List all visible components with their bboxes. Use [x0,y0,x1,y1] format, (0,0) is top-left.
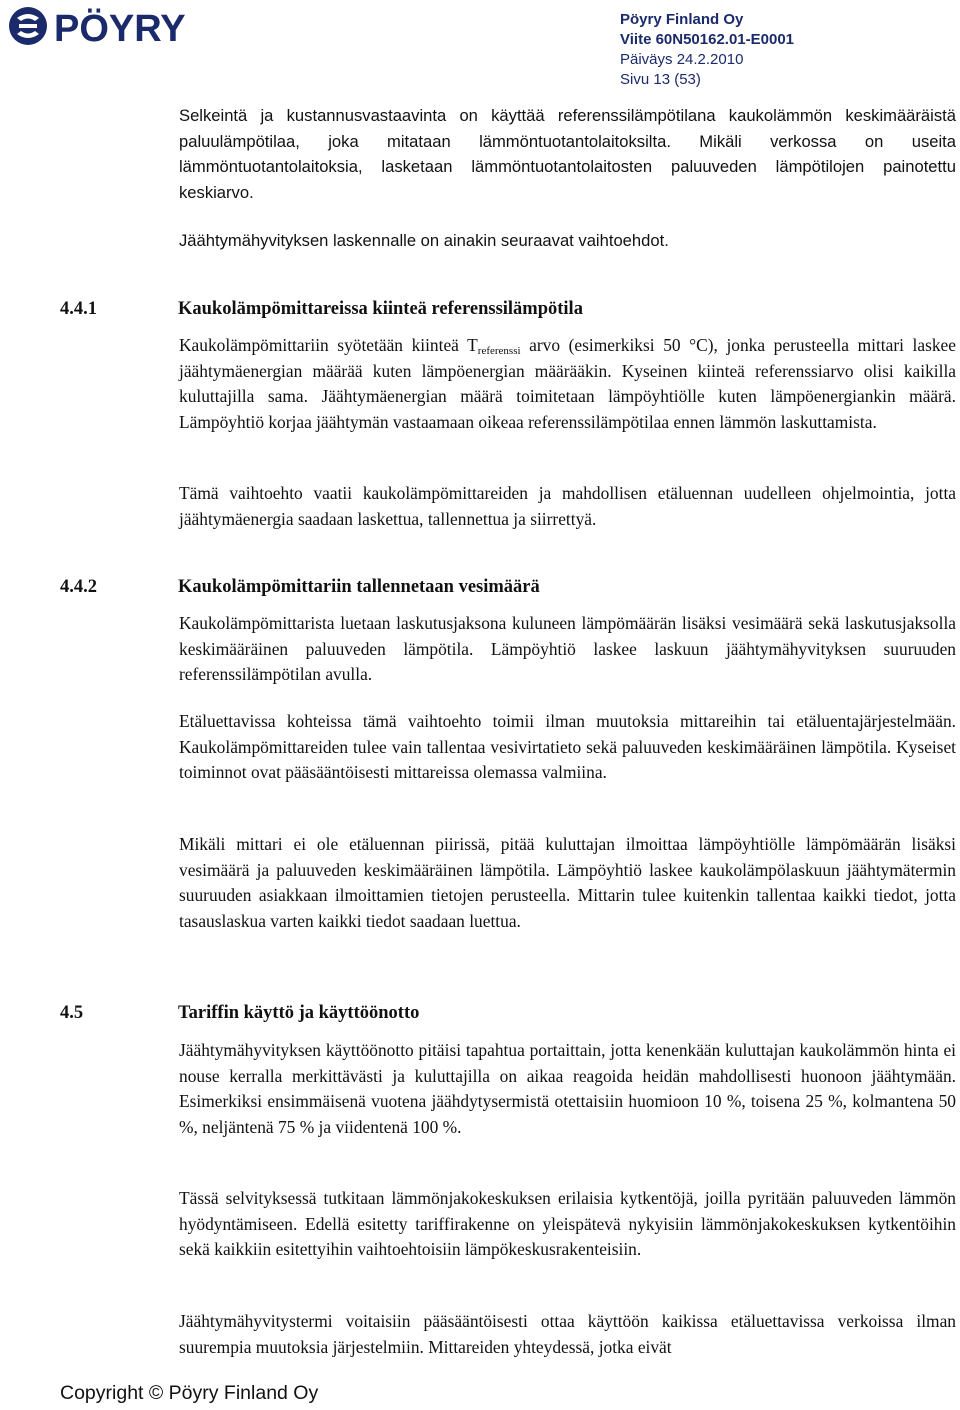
section-title: Tariffin käyttö ja käyttöönotto [178,1003,420,1023]
intro-options-line: Jäähtymähyvityksen laskennalle on ainakin seuraavat vaihtoehdot. [179,231,669,250]
intro-paragraph: Selkeintä ja kustannusvastaavinta on käyttää referenssilämpötilana kaukolämmön keskimääräistä paluulämpötilaa, joka mitataan lämmöntuotantolaitoksilta. Mikäli verkossa on useita lämmöntuotantolaitoksia, lasketaan lämmöntuotantolaitosten paluuveden lämpötilojen painotettu keskiarvo. [179,106,956,202]
company-logo [4,4,244,48]
page-number: Sivu 13 (53) [620,71,701,88]
section-4-4-2-paragraph-1: Kaukolämpömittarista luetaan laskutusjaksona kuluneen lämpömäärän lisäksi vesimäärä sekä laskutusjaksolla keskimääräinen paluuveden lämpötila. Lämpöyhtiö laskee laskuun jäähtymähyvityksen suuruuden referenssilämpötilan avulla. [179,613,956,684]
section-4-5-paragraph-1: Jäähtymähyvityksen käyttöönotto pitäisi tapahtua portaittain, jotta kenenkään kuluttajan kaukolämmön hinta ei nouse kerralla merkittävästi ja kuluttajilla on aikaa reagoida heidän mahdollisesti huonoon jäähtymään. Esimerkiksi ensimmäisenä vuotena jäähdytysermistä otettaisiin huomioon 10 %, toisena 25 %, kolmantena 50 %, neljäntenä 75 % ja viidentenä 100 %. [179,1040,956,1137]
section-4-5-paragraph-3: Jäähtymähyvitystermi voitaisiin pääsääntöisesti ottaa käyttöön kaikissa etäluettavissa verkoissa ilman suurempia muutoksia järjestelmiin. Mittareiden yhteydessä, jotka eivät [179,1311,956,1357]
section-number: 4.4.1 [60,299,97,319]
svg-text:PÖYRY: PÖYRY [54,8,186,48]
section-title: Kaukolämpömittareissa kiinteä referenssilämpötila [178,299,583,319]
document-info [620,10,794,90]
copyright-footer: Copyright © Pöyry Finland Oy [60,1382,319,1404]
section-title: Kaukolämpömittariin tallennetaan vesimäärä [178,577,540,597]
section-4-5-paragraph-2: Tässä selvityksessä tutkitaan lämmönjakokeskuksen erilaisia kytkentöjä, joilla pyritään paluuveden lämmön hyödyntämiseen. Edellä esitetty tariffirakenne on yleispätevä nykyisiin lämmönjakokeskuksen kytkentöihin sekä kaikkiin esitettyihin vaihtoehtoisiin lämpökeskusrakenteisiin. [179,1188,956,1259]
section-number: 4.5 [60,1003,84,1023]
section-4-4-2-paragraph-3: Mikäli mittari ei ole etäluennan piirissä, pitää kuluttajan ilmoittaa lämpöyhtiölle lämpömäärän lisäksi vesimäärä ja paluuveden keskimääräinen lämpötila. Lämpöyhtiö laskee kaukolämpölaskuun jäähtymätermin suuruuden asiakkaan ilmoittamien tietojen perusteella. Mittarin tulee kuitenkin tallentaa kaikki tiedot, jotta tasauslaskua varten kaikki tiedot saadaan luettua. [179,834,956,931]
section-number: 4.4.2 [60,577,97,597]
company-name: Pöyry Finland Oy [620,11,744,28]
text-fragment: Kaukolämpömittariin syötetään kiinteä T [179,335,478,355]
text-fragment: arvo (esimerkiksi 50 °C), jonka perusteella mittari laskee jäähtymäenergian määrää kuten lämpöenergian määrääkin. Kyseinen kiinteä referenssiarvo olisi kaikilla kuluttajilla sama. Jäähtymäenergian määrä toimitetaan lämpöyhtiölle kuten lämpöenergiankin määrä. Lämpöyhtiö korjaa jäähtymän vastaamaan oikeaa referenssilämpötilaa ennen lämmön laskuttamista. [179,335,956,432]
subscript: referenssi [477,345,521,357]
reference-number: Viite 60N50162.01-E0001 [620,31,795,48]
section-4-4-2-paragraph-2: Etäluettavissa kohteissa tämä vaihtoehto toimii ilman muutoksia mittareihin tai etäluentajärjestelmään. Kaukolämpömittareiden tulee vain tallentaa vesivirtatieto sekä paluuveden keskimääräinen lämpötila. Kyseiset toiminnot ovat pääsääntöisesti mittareissa olemassa valmiina. [179,711,956,782]
section-4-4-1-paragraph-1 [179,333,956,435]
poyry-logo-icon [4,4,244,48]
document-date: Päiväys 24.2.2010 [620,51,744,68]
section-4-4-1-paragraph-2: Tämä vaihtoehto vaatii kaukolämpömittareiden ja mahdollisen etäluennan uudelleen ohjelmointia, jotta jäähtymäenergia saadaan laskettua, tallennettua ja siirrettyä. [179,483,956,529]
